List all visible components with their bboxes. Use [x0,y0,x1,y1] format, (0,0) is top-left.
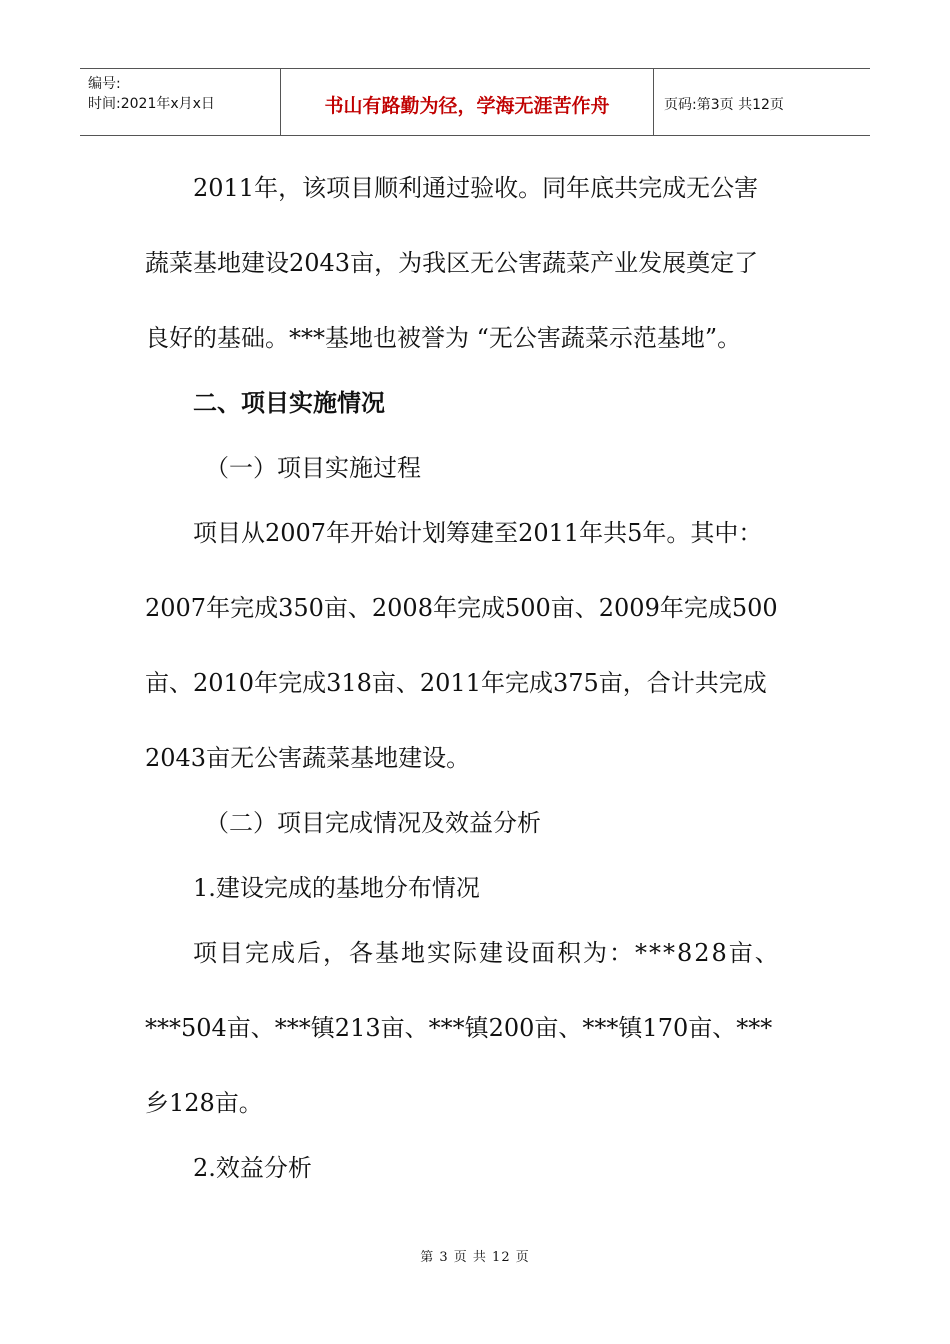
page-footer: 第 3 页 共 12 页 [420,1250,530,1265]
page-header [80,68,870,136]
numbered-heading-2: 2.效益分析 [193,1154,312,1182]
header-meta [80,69,281,135]
subsection-heading-1: （一）项目实施过程 [205,454,421,482]
body-line-5: 2007年完成350亩、2008年完成500亩、2009年完成500 [145,594,778,622]
body-line-9: ***504亩、***镇213亩、***镇200亩、***镇170亩、*** [145,1014,773,1042]
body-line-8: 项目完成后，各基地实际建设面积为：***828亩、 [193,939,781,967]
body-line-6: 亩、2010年完成318亩、2011年完成375亩，合计共完成 [145,669,767,697]
body-line-1: 2011年，该项目顺利通过验收。同年底共完成无公害 [193,174,759,202]
body-line-10: 乡128亩。 [145,1089,263,1117]
header-motto: 书山有路勤为径，学海无涯苦作舟 [281,69,654,135]
body-line-3: 良好的基础。***基地也被誉为 “无公害蔬菜示范基地”。 [145,324,742,352]
subsection-heading-2: （二）项目完成情况及效益分析 [205,809,541,837]
body-line-2: 蔬菜基地建设2043亩，为我区无公害蔬菜产业发展奠定了 [145,249,759,277]
header-page-number: 页码:第3页 共12页 [664,97,784,113]
numbered-heading-1: 1.建设完成的基地分布情况 [193,874,480,902]
section-heading-2: 二、项目实施情况 [193,389,385,417]
body-line-4: 项目从2007年开始计划筹建至2011年共5年。其中： [193,519,763,547]
document-number-label: 编号: [88,76,121,92]
body-line-7: 2043亩无公害蔬菜基地建设。 [145,744,471,772]
document-date-label: 时间:2021年x月x日 [88,96,215,112]
